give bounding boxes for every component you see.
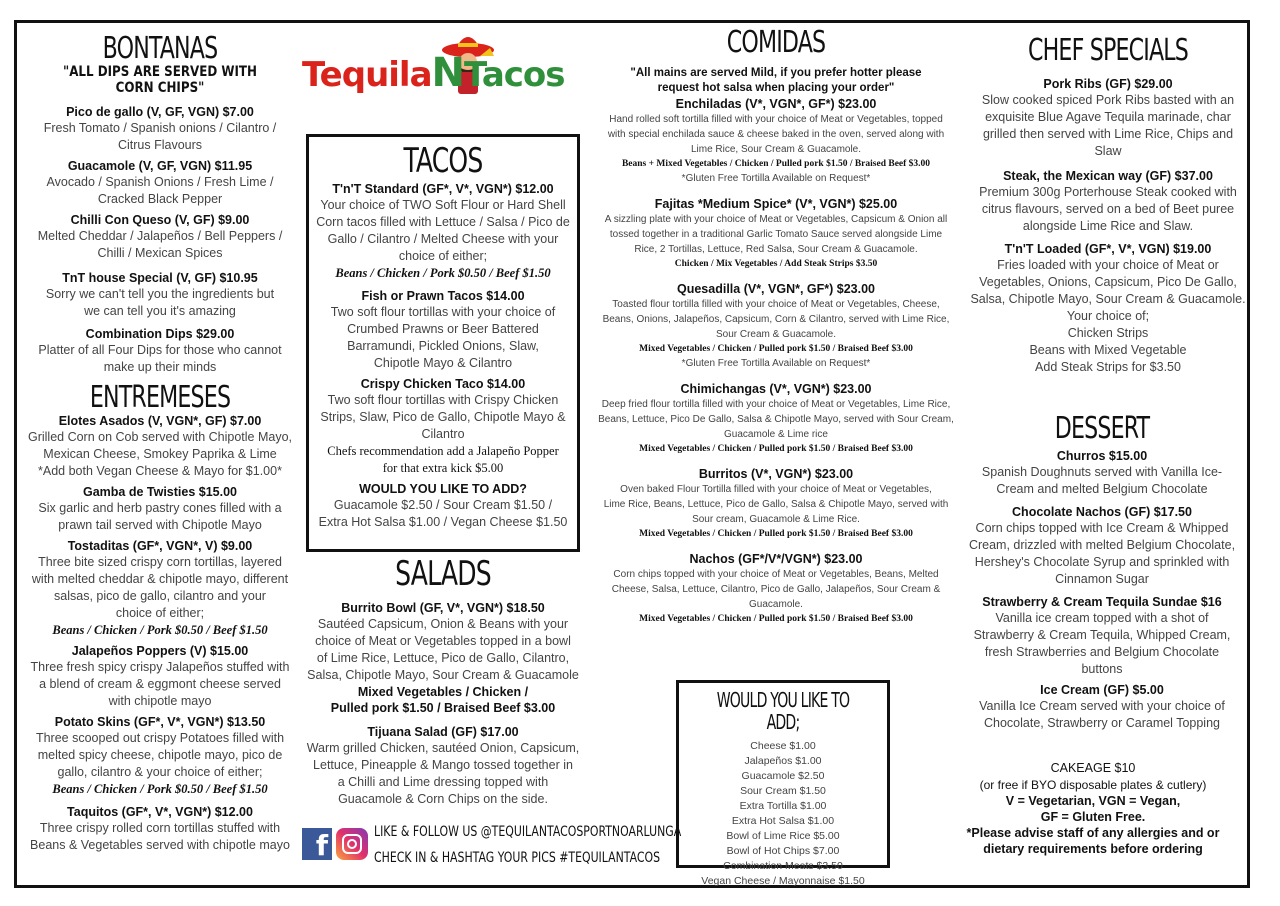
item-desc: Rice, 2 Tortillas, Lettuce, Red Salsa, Sour Cream & Guacamole. [634, 244, 918, 255]
social-hashtag-text: CHECK IN & HASHTAG YOUR PICS #TEQUILANTACOS [374, 850, 661, 866]
comidas-section [586, 25, 966, 626]
item-desc: Lettuce, Pineapple & Mango tossed together in [313, 758, 573, 772]
instagram-icon[interactable] [336, 828, 368, 860]
add-ons-box [676, 680, 890, 887]
item-title: Pico de gallo (V, GF, VGN) $7.00 [66, 105, 254, 119]
item-extras: Beans / Chicken / Pork $0.50 / Beef $1.50 [52, 782, 268, 796]
comidas-title: COMIDAS [726, 25, 826, 60]
item-desc: Sour cream, Guacamole & Lime Rice. [692, 514, 860, 525]
item-title: Guacamole (V, GF, VGN) $11.95 [67, 159, 253, 173]
item-desc: Beans, Onions, Jalapeños, Capsicum, Corn & Cilantro, served with Lime Rice, [602, 314, 950, 325]
tacos-title: TACOS [403, 141, 483, 181]
item-desc: Mexican Cheese, Smokey Paprika & Lime [43, 447, 277, 461]
item-desc: Two soft flour tortillas with your choice of [330, 305, 556, 319]
footer-notes [948, 760, 1238, 857]
bontanas-subtitle: "ALL DIPS ARE SERVED WITH CORN CHIPS" [63, 64, 257, 96]
item-desc: Cream and melted Belgium Chocolate [996, 482, 1208, 496]
item-desc: a Chilli and Lime dressing topped with [337, 775, 549, 789]
dessert-section [962, 411, 1242, 732]
item-title: Chimichangas (V*, VGN*) $23.00 [680, 382, 872, 396]
item-desc: fresh Strawberries and Belgium Chocolate [984, 645, 1220, 659]
item-desc: Salsa, Chipotle Mayo, Sour Cream & Guacamole [307, 668, 579, 682]
cakeage-text: CAKEAGE $10 [1050, 761, 1136, 775]
comidas-note: "All mains are served Mild, if you prefer hotter please [630, 67, 922, 79]
item-desc: choice of either; [398, 249, 488, 263]
add-ons-title: WOULD YOU LIKE TO ADD; [716, 688, 850, 734]
comidas-note: request hot salsa when placing your order" [657, 82, 895, 94]
item-desc: citrus flavours, served on a bed of Beet puree [981, 202, 1235, 216]
item-desc: Guacamole. [749, 599, 803, 610]
item-desc: buttons [1081, 662, 1123, 676]
logo-text-tacos: Tacos [464, 55, 565, 95]
item-desc: Three fresh spicy crispy Jalapeños stuffed with [30, 660, 290, 674]
item-title: Chilli Con Queso (V, GF) $9.00 [70, 213, 250, 227]
item-title: Combination Dips $29.00 [85, 327, 235, 341]
add-on-item: Extra Hot Salsa $1.00 [731, 815, 835, 827]
item-title: Burritos (V*, VGN*) $23.00 [698, 467, 854, 481]
item-extras: Mixed Vegetables / Chicken / [357, 685, 529, 699]
allergy-note: dietary requirements before ordering [983, 842, 1203, 856]
item-desc: Cilantro [421, 427, 465, 441]
item-extras: Pulled pork $1.50 / Braised Beef $3.00 [330, 701, 556, 715]
item-title: Enchiladas (V*, VGN*, GF*) $23.00 [675, 97, 877, 111]
item-desc: Hand rolled soft tortilla filled with your choice of Meat or Vegetables, topped [609, 114, 943, 125]
item-title: Steak, the Mexican way (GF) $37.00 [1003, 169, 1213, 183]
item-title: Chocolate Nachos (GF) $17.50 [1012, 505, 1192, 519]
salads-section [304, 554, 582, 808]
item-desc: prawn tail served with Chipotle Mayo [58, 518, 262, 532]
item-desc: Corn chips topped with Ice Cream & Whipped [975, 521, 1229, 535]
social-follow-text: LIKE & FOLLOW US @TEQUILANTACOSPORTNOARLUNGA [374, 824, 682, 840]
add-on-item: Sour Cream $1.50 [740, 785, 826, 797]
item-desc: alongside Lime Rice and Slaw. [1022, 219, 1194, 233]
item-desc: tossed together in a traditional Garlic Tomato Sauce served alongside Lime [609, 229, 943, 240]
item-title: Gamba de Twisties $15.00 [82, 485, 237, 499]
item-title: Pork Ribs (GF) $29.00 [1043, 77, 1173, 91]
item-title: Taquitos (GF*, V*, VGN*) $12.00 [67, 805, 253, 819]
item-desc: Premium 300g Porterhouse Steak cooked with [979, 185, 1237, 199]
item-desc: Three scooped out crispy Potatoes filled with [35, 731, 285, 745]
item-title: T'n'T Standard (GF*, V*, VGN*) $12.00 [332, 182, 554, 196]
item-extras: for that extra kick $5.00 [382, 461, 504, 475]
item-title: Strawberry & Cream Tequila Sundae $16 [982, 595, 1222, 609]
menu-item [26, 270, 294, 320]
item-desc: Beans, Lettuce, Pico De Gallo, Salsa & Chipotle Mayo, served with Sour Cream, [598, 414, 954, 425]
item-desc: Three bite sized crispy corn tortillas, layered [38, 555, 282, 569]
item-desc: make up their minds [103, 360, 217, 374]
item-desc: Three crispy rolled corn tortillas stuffed with [39, 821, 281, 835]
item-desc: Chipotle Mayo & Cilantro [373, 356, 513, 370]
item-desc: exquisite Blue Agave Tequila marinade, char [985, 110, 1231, 124]
item-title: Burrito Bowl (GF, V*, VGN*) $18.50 [341, 601, 545, 615]
item-desc: Lime Rice, Sour Cream & Guacamole. [690, 144, 862, 155]
item-desc: choice of Meat or Vegetables topped in a bowl [315, 634, 571, 648]
item-desc: Grilled Corn on Cob served with Chipotle Mayo, [27, 430, 292, 444]
item-desc: Cracked Black Pepper [97, 192, 223, 206]
entremeses-title: ENTREMESES [89, 380, 231, 415]
item-desc: Deep fried flour tortilla filled with your choice of Meat or Vegetables, Lime Rice, [601, 399, 951, 410]
item-desc: Cream, drizzled with melted Belgium Chocolate, [968, 538, 1236, 552]
item-desc: with special enchilada sauce & cheese baked in the oven, served along with [607, 129, 945, 140]
item-extras: Chicken / Mix Vegetables / Add Steak Strips $3.50 [674, 259, 878, 269]
item-desc: a blend of cream & eggmont cheese served [39, 677, 281, 691]
item-desc: with melted cheddar & chipotle mayo, different [31, 572, 289, 586]
tequila-n-tacos-logo [300, 28, 590, 114]
item-desc: Guacamole & Lime rice [724, 429, 828, 440]
entremeses-section [26, 380, 294, 854]
item-desc: Guacamole $2.50 / Sour Cream $1.50 / [333, 498, 553, 512]
menu-item [26, 158, 294, 208]
item-desc: Toasted flour tortilla filled with your choice of Meat or Vegetables, Cheese, [612, 299, 940, 310]
item-title: Tostaditas (GF*, VGN*, V) $9.00 [67, 539, 253, 553]
item-desc: Strips, Slaw, Pico de Gallo, Chipotle Mayo & [320, 410, 566, 424]
item-extras: Beans + Mixed Vegetables / Chicken / Pulled pork $1.50 / Braised Beef $3.00 [621, 159, 931, 169]
item-desc: Strawberry & Cream Tequila, Whipped Cream, [973, 628, 1231, 642]
item-desc: Hershey's Chocolate Syrup and sprinkled with [974, 555, 1230, 569]
allergy-note: *Please advise staff of any allergies and or [966, 826, 1220, 840]
item-desc: Guacamole & Corn Chips on the side. [338, 792, 548, 806]
item-desc: Gallo / Cilantro / Melted Cheese with your [327, 232, 559, 246]
item-desc: Crumbed Prawns or Beer Battered [347, 322, 539, 336]
add-on-item: Jalapeños $1.00 [744, 755, 822, 767]
item-desc: Spanish Doughnuts served with Vanilla Ice- [981, 465, 1223, 479]
item-desc: Oven baked Flour Tortilla filled with your choice of Meat or Vegetables, [620, 484, 932, 495]
item-desc: Corn chips topped with your choice of Meat or Vegetables, Beans, Melted [613, 569, 939, 580]
item-extras: Mixed Vegetables / Chicken / Pulled pork $1.50 / Braised Beef $3.00 [639, 614, 913, 624]
add-on-item: Combination Meats $3.50 [723, 860, 843, 872]
item-title: Fajitas *Medium Spice* (V*, VGN*) $25.00 [654, 197, 898, 211]
item-extras: Beans / Chicken / Pork $0.50 / Beef $1.50 [52, 623, 268, 637]
item-title: Elotes Asados (V, VGN*, GF) $7.00 [58, 414, 262, 428]
item-title: WOULD YOU LIKE TO ADD? [359, 482, 527, 496]
item-desc: Cinnamon Sugar [1055, 572, 1149, 586]
item-desc: of Lime Rice, Lettuce, Pico de Gallo, Cilantro, [316, 651, 570, 665]
item-desc: Fresh Tomato / Spanish onions / Cilantro / [43, 121, 277, 135]
item-desc: Beans with Mixed Vegetable [1029, 343, 1187, 357]
item-desc: Melted Cheddar / Jalapeños / Bell Peppers / [37, 229, 283, 243]
menu-item [26, 104, 294, 154]
item-extras: Chefs recommendation add a Jalapeño Popper [327, 444, 559, 458]
item-desc: grilled then served with Lime Rice, Chips and Slaw [982, 127, 1234, 158]
item-title: Fish or Prawn Tacos $14.00 [361, 289, 525, 303]
salads-title: SALADS [395, 554, 491, 594]
item-title: TnT house Special (V, GF) $10.95 [62, 271, 258, 285]
item-desc: Sour Cream & Guacamole. [715, 329, 837, 340]
byo-text: (or free if BYO disposable plates & cutlery) [979, 778, 1207, 792]
item-desc: Warm grilled Chicken, sautéed Onion, Capsicum, [306, 741, 580, 755]
menu-item [26, 326, 294, 376]
item-desc: Beans & Vegetables served with chipotle mayo [30, 838, 290, 852]
facebook-icon[interactable]: f [302, 828, 332, 860]
item-desc: Sautéed Capsicum, Onion & Beans with your [317, 617, 569, 631]
bontanas-section [26, 31, 294, 376]
dietary-legend: GF = Gluten Free. [1040, 810, 1146, 824]
item-desc: Lime Rice, Beans, Lettuce, Pico de Gallo, Salsa & Chipotle Mayo, served with [603, 499, 949, 510]
item-desc: Chocolate, Strawberry or Caramel Topping [984, 716, 1220, 730]
item-title: Jalapeños Poppers (V) $15.00 [71, 644, 249, 658]
item-title: Tijuana Salad (GF) $17.00 [367, 725, 519, 739]
bontanas-title: BONTANAS [102, 31, 218, 66]
item-title: Nachos (GF*/V*/VGN*) $23.00 [689, 552, 863, 566]
item-desc: Six garlic and herb pastry cones filled with a [38, 501, 282, 515]
item-desc: salsas, pico de gallo, cilantro and your [54, 589, 266, 603]
item-desc: *Add both Vegan Cheese & Mayo for $1.00* [38, 464, 282, 478]
add-on-item: Guacamole $2.50 [741, 770, 825, 782]
add-on-item: Cheese $1.00 [750, 740, 816, 752]
item-extras: Mixed Vegetables / Chicken / Pulled pork $1.50 / Braised Beef $3.00 [639, 529, 913, 539]
add-on-item: Extra Tortilla $1.00 [739, 800, 827, 812]
dessert-title: DESSERT [1054, 411, 1150, 446]
item-desc: Vanilla Ice Cream served with your choice of [979, 699, 1225, 713]
item-desc: Vegetables, Onions, Capsicum, Pico De Gallo, [979, 275, 1237, 289]
item-desc: Citrus Flavours [117, 138, 203, 152]
item-desc: Chilli / Mexican Spices [97, 246, 223, 260]
item-title: Churros $15.00 [1056, 449, 1148, 463]
item-desc: Fries loaded with your choice of Meat or [997, 258, 1219, 272]
menu-item [26, 212, 294, 262]
item-desc: Two soft flour tortillas with Crispy Chicken [327, 393, 559, 407]
item-desc: Corn tacos filled with Lettuce / Salsa / Pico de [316, 215, 570, 229]
item-desc: Your choice of; [1066, 309, 1150, 323]
add-on-item: Vegan Cheese / Mayonnaise $1.50 [701, 875, 865, 887]
chef-specials-section [968, 33, 1248, 376]
tacos-box [306, 134, 580, 552]
item-desc: Slow cooked spiced Pork Ribs basted with an [981, 93, 1235, 107]
item-extras: Mixed Vegetables / Chicken / Pulled pork $1.50 / Braised Beef $3.00 [639, 344, 913, 354]
item-title: T'n'T Loaded (GF*, V*, VGN) $19.00 [1004, 242, 1212, 256]
item-title: Crispy Chicken Taco $14.00 [360, 377, 526, 391]
item-desc: Extra Hot Salsa $1.00 / Vegan Cheese $1.50 [318, 515, 568, 529]
chef-specials-title: CHEF SPECIALS [1027, 33, 1189, 68]
item-desc: Avocado / Spanish Onions / Fresh Lime / [46, 175, 274, 189]
add-on-item: Bowl of Lime Rice $5.00 [726, 830, 840, 842]
item-desc: with chipotle mayo [108, 694, 212, 708]
item-extras: Mixed Vegetables / Chicken / Pulled pork $1.50 / Braised Beef $3.00 [639, 444, 913, 454]
item-title: Ice Cream (GF) $5.00 [1040, 683, 1164, 697]
item-desc: Cheese, Salsa, Lettuce, Cilantro, Pico de Gallo, Jalapeños, Sour Cream & [611, 584, 941, 595]
item-title: Quesadilla (V*, VGN*, GF*) $23.00 [677, 282, 875, 296]
item-desc: gallo, cilantro & your choice of either; [57, 765, 263, 779]
logo-text-n: N [431, 50, 465, 96]
item-desc: choice of either; [115, 606, 205, 620]
add-on-item: Bowl of Hot Chips $7.00 [726, 845, 840, 857]
item-desc: Add Steak Strips for $3.50 [1035, 360, 1181, 374]
item-desc: Barramundi, Pickled Onions, Slaw, [347, 339, 539, 353]
item-desc: A sizzling plate with your choice of Meat or Vegetables, Capsicum & Onion all [604, 214, 948, 225]
item-extras: Beans / Chicken / Pork $0.50 / Beef $1.50 [335, 266, 551, 280]
logo-text-tequila: Tequila [302, 55, 432, 95]
item-desc: Sorry we can't tell you the ingredients but [45, 287, 275, 301]
item-desc: Salsa, Chipotle Mayo, Sour Cream & Guacamole. [970, 292, 1246, 306]
item-desc: Chicken Strips [1067, 326, 1149, 340]
item-desc: Vanilla ice cream topped with a shot of [995, 611, 1209, 625]
item-desc: Platter of all Four Dips for those who cannot [38, 343, 282, 357]
item-desc: Your choice of TWO Soft Flour or Hard Shell [320, 198, 566, 212]
dietary-legend: V = Vegetarian, VGN = Vegan, [1005, 794, 1181, 808]
item-desc: melted spicy cheese, chipotle mayo, pico de [37, 748, 283, 762]
item-note: *Gluten Free Tortilla Available on Request* [681, 358, 871, 369]
item-desc: we can tell you it's amazing [84, 304, 236, 318]
item-note: *Gluten Free Tortilla Available on Request* [681, 173, 871, 184]
item-title: Potato Skins (GF*, V*, VGN*) $13.50 [54, 715, 266, 729]
